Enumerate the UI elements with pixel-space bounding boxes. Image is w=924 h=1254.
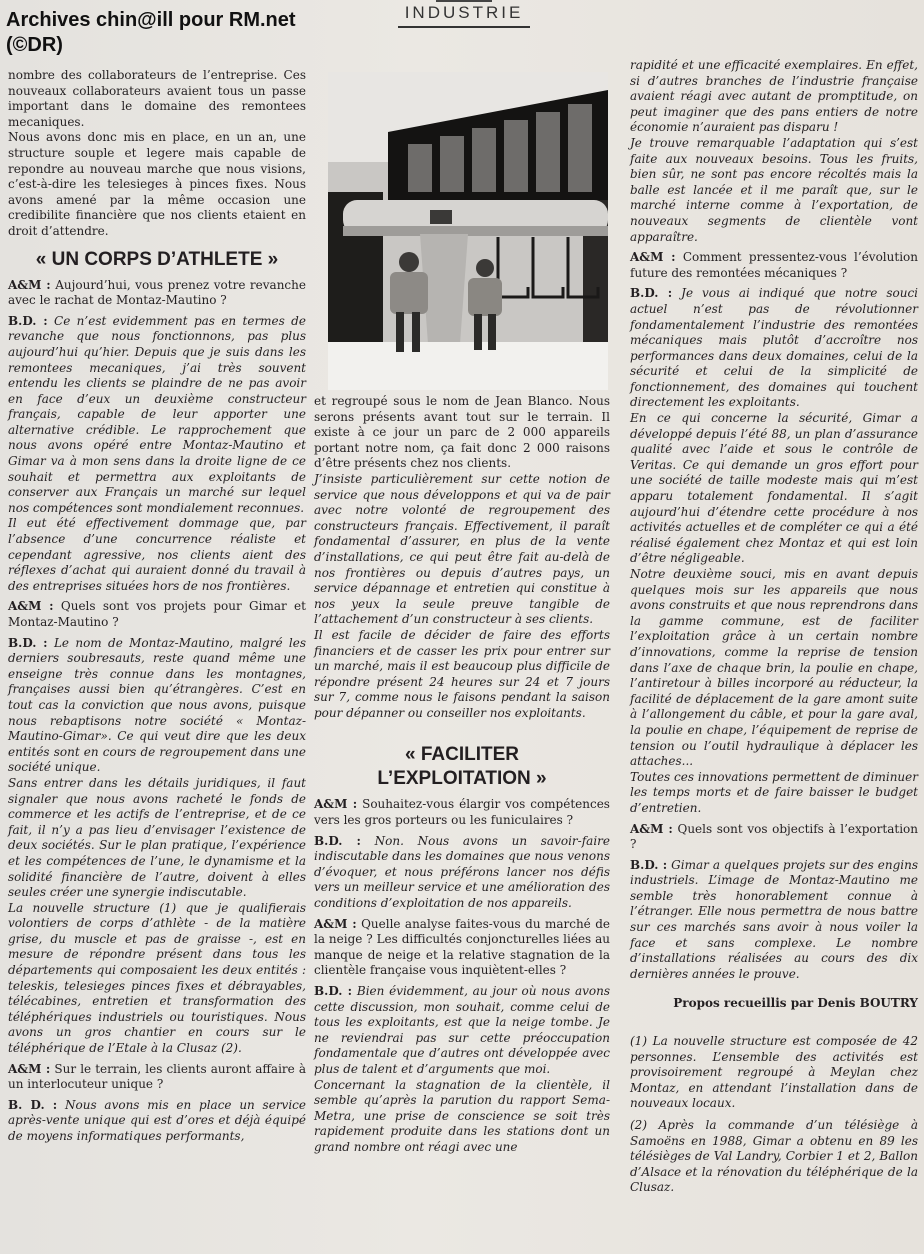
col2-paragraph: et regroupé sous le nom de Jean Blanco. Nous serons présents avant tout sur le terrain. Il existe à ce jour un parc de 2 000 appareils portant notre nom, ça fait donc 2 000 raisons d’être présents chez nos clients. bbox=[314, 394, 610, 471]
question bbox=[8, 599, 306, 630]
speaker-label: A&M : bbox=[314, 916, 357, 931]
answer-paragraph: Concernant la stagnation de la clientèle, il semble qu’après la parution du rapport Sema-Metra, une prise de conscience se soit très rapidement produite dans les stations dont un grand nombre ont réagi avec une bbox=[314, 1077, 610, 1154]
question-text: Quelle analyse faites-vous du marché de la neige ? Les difficultés conjoncturelles liées au manque de neige et la relative stagnation de la clientèle française vous inquiètent-elles ? bbox=[314, 916, 610, 978]
answer-text: Nous avons mis en place un service après-vente unique qui est d’ores et déjà équipé de moyens informatiques performants, bbox=[8, 1097, 306, 1143]
answer-paragraph: Notre deuxième souci, mis en avant depuis quelques mois sur les appareils que nous avons construits et que nous reprendrons dans la gamme commune, est de faciliter l’exploitation grâce à un certain nombre d’innovations, comme la reprise de tension dans l’axe de chaque brin, la poulie en chape, l’antiretour à billes incorporé au réducteur, la facilité de déplacement de la gare amont suite à l’allongement du câble, et pour la gare aval, la poulie en chape, l’équipement de reprise de tension ou l’outil hydraulique à déplacer les attaches... bbox=[630, 567, 918, 769]
speaker-label: B.D. : bbox=[314, 984, 353, 998]
answer-paragraph: Sans entrer dans les détails juridiques, il faut signaler que nous avons racheté le fonds de commerce et les actifs de l’entreprise, et de ce fait, il n’y a pas lieu d’envisager l’existence de deux sociétés. Sur le plan pratique, l’expérience et les compétences de l’une, le dynamisme et la solidité financière de l’autre, doivent à elles seules créer une synergie indiscutable. bbox=[8, 775, 306, 900]
question-text: Comment pressentez-vous l’évolution future des remontées mécaniques ? bbox=[630, 250, 918, 280]
heading-corps-athlete: « UN CORPS D’ATHLETE » bbox=[35, 248, 279, 270]
question-text: Quels sont vos objectifs à l’exportation ? bbox=[630, 821, 918, 852]
speaker-label: B.D. : bbox=[630, 286, 673, 301]
speaker-label: A&M : bbox=[8, 599, 54, 614]
col3-paragraph: rapidité et une efficacité exemplaires. En effet, si d’autres branches de l’industrie française avaient réagi avec autant de promptitude, on peut imaginer que des pans entiers de notre économie n’auraient pas disparu ! bbox=[630, 58, 918, 135]
answer bbox=[8, 1098, 306, 1145]
answer-text: Bien évidemment, au jour où nous avons cette discussion, mon souhait, comme celui de tous les exploitants, est que la neige tombe. Je ne reviendrai pas sur cette préoccupation fondamentale que d’autres ont développée avec plus de talent et d’arguments que moi. bbox=[314, 984, 610, 1076]
heading-line-2: L’EXPLOITATION » bbox=[377, 768, 547, 790]
speaker-label: A&M : bbox=[314, 797, 358, 812]
answer-text: Ce n’est evidemment pas en termes de revanche que nous fonctionnons, pas plus aujourd’hui qu’hier. Depuis que je suis dans les remontees mecaniques, j’ai très souvent entendu les clients se plaindre de ne pas avoir en face d’eux un deuxième constructeur français, capable de leur apporter une alternative crédible. Le rapprochement que nous avons opéré entre Montaz-Mautino et Gimar va à mon sens dans la droite ligne de ce souhait et permettra aux exploitants de conserver aux Français un marché sur lequel nos compétences sont mondialement reconnues. bbox=[8, 313, 306, 515]
answer-text: Gimar a quelques projets sur des engins industriels. L’image de Montaz-Mautino me semble très honorablement connue à l’étranger. Elle nous permettra de nous battre sur ces marchés sans avoir à nous voiler la face et sans complexe. Le nombre d’installations réalisées au cours des dix dernières années le prouve. bbox=[630, 857, 918, 981]
archive-watermark bbox=[6, 8, 296, 58]
watermark-line-1: Archives chin@ill pour RM.net bbox=[6, 9, 296, 31]
question bbox=[314, 797, 610, 828]
section-title: INDUSTRIE bbox=[398, 0, 530, 28]
question-text: Souhaitez-vous élargir vos compétences vers les gros porteurs ou les funiculaires ? bbox=[314, 797, 610, 828]
footnote-1: (1) La nouvelle structure est composée de 42 personnes. L’ensemble des activités est provisoirement regroupé à Meylan chez Montaz, en attendant l’installation dans de nouveaux locaux. bbox=[630, 1034, 918, 1111]
heading-faciliter-exploitation bbox=[314, 743, 610, 791]
col3-paragraph: Je trouve remarquable l’adaptation qui s’est faite aux nouveaux besoins. Tous les fruits, bien sûr, ne sont pas encore récoltés mais la balle est lancée et il me paraît que, sur le marché interne comme à l’exportation, de nouveaux segments de clientèle vont apparaître. bbox=[630, 135, 918, 244]
speaker-label: B.D. : bbox=[314, 833, 361, 848]
col2-paragraph: J’insiste particulièrement sur cette notion de service que nous développons et qui va de pair avec notre volonté de regroupement des constructeurs français. Effectivement, il paraît fondamental d’assurer, en plus de la vente d’installations, ce qui peut être fait au-delà de nos frontières ou depuis d’autres pays, un service dépannage et entretien qui constitue à nos yeux la seule preuve tangible de l’attachement d’un constructeur à ses clients. bbox=[314, 471, 610, 627]
answer bbox=[8, 314, 306, 517]
speaker-label: B.D. : bbox=[630, 857, 668, 872]
question bbox=[8, 278, 306, 309]
speaker-label: A&M : bbox=[8, 1061, 51, 1076]
question bbox=[630, 250, 918, 281]
speaker-label: A&M : bbox=[630, 821, 673, 836]
answer bbox=[8, 636, 306, 776]
answer bbox=[630, 286, 918, 411]
col1-intro: nombre des collaborateurs de l’entreprise. Ces nouveaux collaborateurs avaient tous un passe important dans le domaine des remontees mecaniques. bbox=[8, 68, 306, 129]
article-column-3 bbox=[630, 58, 918, 1202]
speaker-label: A&M : bbox=[630, 250, 676, 265]
chairlift-station-image bbox=[328, 72, 608, 390]
speaker-label: A&M : bbox=[8, 277, 51, 292]
chairlift-photo bbox=[328, 72, 608, 390]
footnotes bbox=[630, 1034, 918, 1196]
answer-paragraph: Toutes ces innovations permettent de diminuer les temps morts et de faire baisser le budget d’entretien. bbox=[630, 769, 918, 815]
answer-paragraph: Il eut été effectivement dommage que, par l’absence d’une concurrence réaliste et cependant agressive, nos clients aient des réflexes d’achat qui auraient donné du travail à des entreprises situées hors de nos frontières. bbox=[8, 516, 306, 593]
question bbox=[630, 822, 918, 853]
answer-text: Le nom de Montaz-Mautino, malgré les derniers soubresauts, reste quand même une enseigne très connue dans les montagnes, françaises aussi bien qu’étrangères. C’est en tout cas la conviction que nous avons, puisque nous rebaptisons notre société « Montaz-Mautino-Gimar». Ce qui veut dire que les deux entités sont en cours de regroupement dans une société unique. bbox=[8, 635, 306, 775]
question bbox=[314, 917, 610, 979]
answer bbox=[314, 834, 610, 912]
question-text: Quels sont vos projets pour Gimar et Montaz-Mautino ? bbox=[8, 599, 306, 629]
answer-text: Non. Nous avons un savoir-faire indiscutable dans les domaines que nous venons d’évoquer, et nous préférons lancer nos défis vers un meilleur service et une amélioration des conditions d’exploitation de nos appareils. bbox=[314, 833, 610, 911]
byline: Propos recueillis par Denis BOUTRY bbox=[673, 996, 918, 1011]
article-column-1 bbox=[8, 68, 306, 1145]
article-column-2 bbox=[314, 394, 610, 1156]
answer bbox=[630, 858, 918, 983]
col1-intro-2: Nous avons donc mis en place, en un an, une structure souple et legere mais capable de repondre au nouveau marche que nous visions, c’est-à-dire les telesieges à pinces fixes. Nous avons amené par la même occasion une credibilite financière que nos clients etaient en droit d’attendre. bbox=[8, 130, 306, 238]
heading-line-1: « FACILITER bbox=[404, 744, 519, 766]
question-text: Aujourd’hui, vous prenez votre revanche avec le rachat de Montaz-Mautino ? bbox=[8, 277, 306, 308]
col2-paragraph: Il est facile de décider de faire des efforts financiers et de casser les prix pour entrer sur un marché, mais il est beaucoup plus difficile de répondre présent 24 heures sur 24 et 7 jours sur 7, comme nous le faisons pendant la saison pour dépanner ou conseiller nos exploitants. bbox=[314, 627, 610, 720]
speaker-label: B.D. : bbox=[8, 635, 48, 650]
speaker-label: B.D. : bbox=[8, 313, 48, 328]
speaker-label: B. D. : bbox=[8, 1097, 58, 1112]
answer-paragraph: La nouvelle structure (1) que je qualifierais volontiers de corps d’athlète - de la matière grise, du muscle et pas de graisse -, est en mesure de répondre présent dans tous les départements qui composaient les deux entités : teleskis, telesieges pinces fixes et débrayables, télécabines, entretien et transformation des téléphériques industriels ou touristiques. Nous avons un gros chantier en cours sur le téléphérique de l’Etale à la Clusaz (2). bbox=[8, 900, 306, 1056]
answer bbox=[314, 984, 610, 1078]
footnote-2: (2) Après la commande d’un télésiège à Samoëns en 1988, Gimar a obtenu en 89 les télésièges de Val Landry, Corbier 1 et 2, Ballon d’Alsace et la rénovation du téléphérique de la Clusaz. bbox=[630, 1118, 918, 1195]
question bbox=[8, 1062, 306, 1093]
answer-text: Je vous ai indiqué que notre souci actuel n’est pas de révolutionner fondamentalement l’industrie des remontées mécaniques mais plutôt d’accroître nos performances dans deux domaines, celui de la sécurité et celui de la simplicité de fonctionnement, des domaines qui touchent directement les exploitants. bbox=[630, 286, 918, 410]
answer-paragraph: En ce qui concerne la sécurité, Gimar a développé depuis l’été 88, un plan d’assurance qualité avec l’aide et sous le contrôle de Veritas. Ce qui demande un gros effort pour une société de taille modeste mais qui m’est apparu totalement fondamental. Il s’agit aujourd’hui d’étendre cette procédure à nos activités actuelles et de compléter ce qui a été réalisé également chez Montaz et qui est loin d’être négligeable. bbox=[630, 411, 918, 566]
question-text: Sur le terrain, les clients auront affaire à un interlocuteur unique ? bbox=[8, 1061, 306, 1092]
watermark-line-2: (©DR) bbox=[6, 34, 63, 56]
